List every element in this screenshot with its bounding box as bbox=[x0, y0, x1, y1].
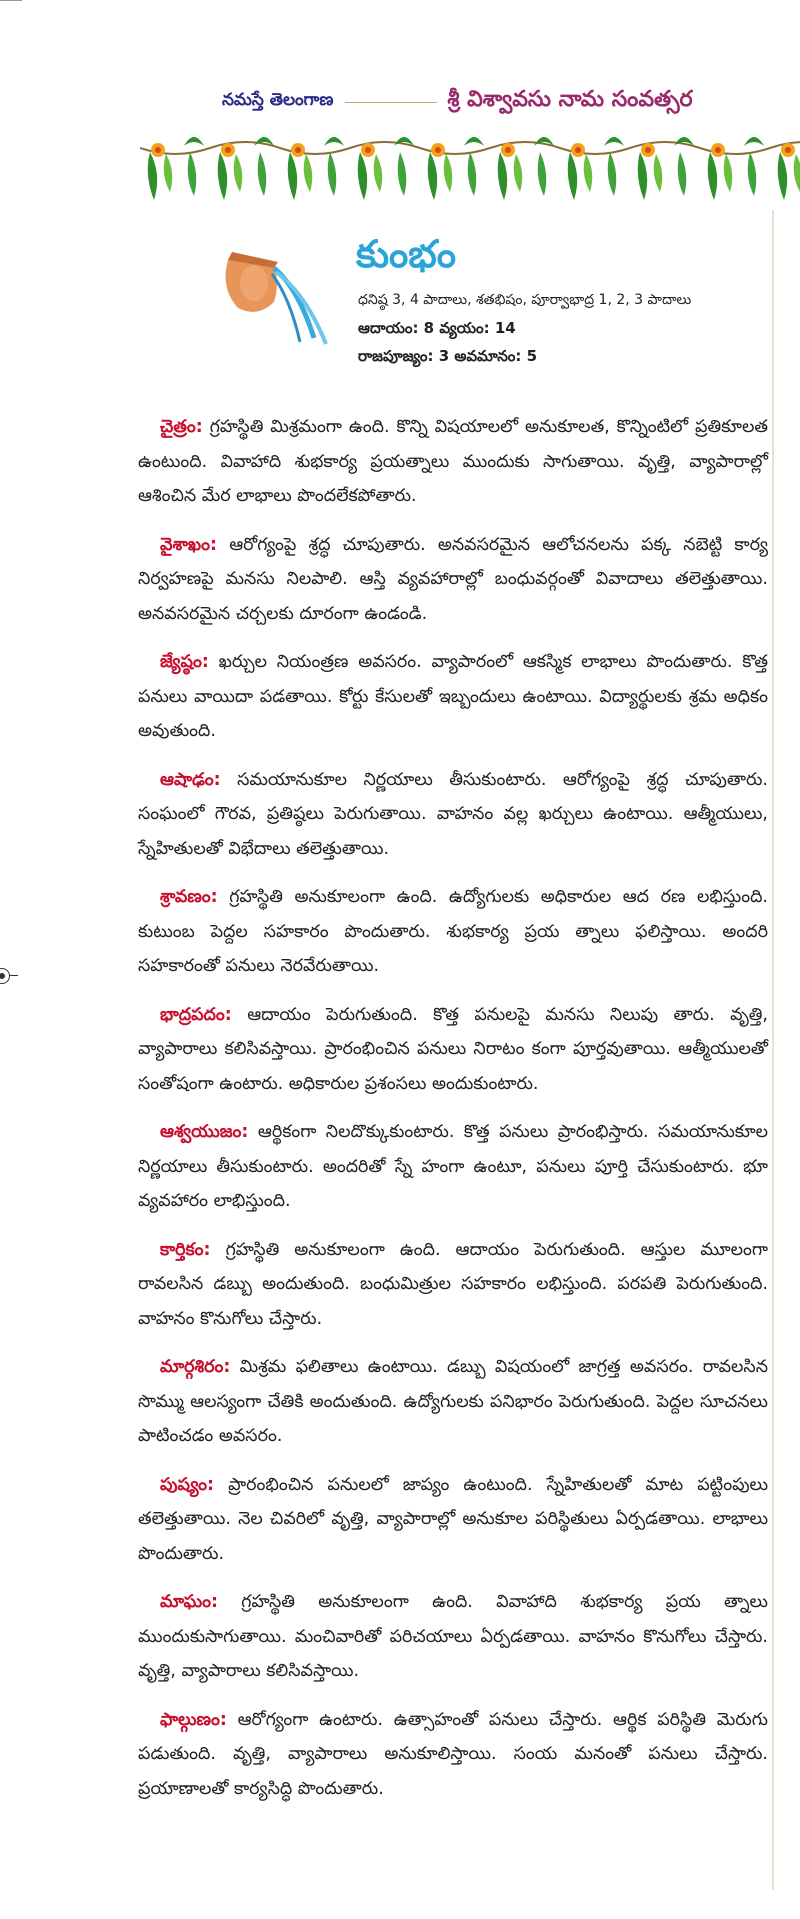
sign-stars: ధనిష్ఠ 3, 4 పాదాలు, శతభిషం, పూర్వాభాద్ర 1, 2, 3 పాదాలు bbox=[358, 292, 692, 308]
page-header bbox=[222, 82, 800, 122]
month-name: భాద్రపదం: bbox=[160, 1004, 232, 1025]
month-text: ఆరోగ్యంపై శ్రద్ధ చూపుతారు. అనవసరమైన ఆలోచనలను పక్క నబెట్టి కార్య నిర్వహణపై మనసు నిలపాలి. ఆస్తి వ్యవహారాల్లో బంధువర్గంతో వివాదాలు తలెత్తుతాయి. అనవసరమైన చర్చలకు దూరంగా ఉండండి. bbox=[138, 534, 768, 624]
month-name: చైత్రం: bbox=[160, 417, 203, 437]
month-paragraph bbox=[138, 645, 768, 749]
month-text: గ్రహస్థితి అనుకూలంగా ఉంది. ఉద్యోగులకు అధికారుల ఆద రణ లభిస్తుంది. కుటుంబ పెద్దల సహకారం పొందుతారు. శుభకార్య ప్రయ త్నాలు ఫలిస్తాయి. అందరి సహకారంతో పనులు నెరవేరుతాయి. bbox=[138, 887, 768, 976]
month-text: గ్రహస్థితి అనుకూలంగా ఉంది. వివాహాది శుభకార్య ప్రయ త్నాలు ముందుకుసాగుతాయి. మంచివారితో పరిచయాలు ఏర్పడతాయి. వాహనం కొనుగోలు చేస్తారు. వృత్తి, వ్యాపారాలు కలిసివస్తాయి. bbox=[138, 1592, 768, 1681]
month-paragraph bbox=[138, 528, 768, 632]
month-text: ఆరోగ్యంగా ఉంటారు. ఉత్సాహంతో పనులు చేస్తారు. ఆర్థిక పరిస్థితి మెరుగు పడుతుంది. వృత్తి, వ్యాపారాలు అనుకూలిస్తాయి. సంయ మనంతో పనులు చేస్తారు. ప్రయాణాలతో కార్యసిద్ధి పొందుతారు. bbox=[138, 1709, 768, 1799]
month-paragraph bbox=[138, 1585, 768, 1689]
month-paragraph bbox=[138, 763, 768, 867]
year-title: శ్రీ విశ్వావసు నామ సంవత్సర bbox=[447, 87, 693, 112]
month-text: ఆర్థికంగా నిలదొక్కుకుంటారు. కొత్త పనులు ప్రారంభిస్తారు. సమయానుకూల నిర్ణయాలు తీసుకుంటారు. అందరితో స్నే హంగా ఉంటూ, పనులు పూర్తి చేసుకుంటారు. భూ వ్యవహారం లాభిస్తుంది. bbox=[138, 1122, 768, 1211]
column-rule bbox=[772, 210, 774, 1890]
month-text: ప్రారంభించిన పనులలో జాప్యం ఉంటుంది. స్నేహితులతో మాట పట్టింపులు తలెత్తుతాయి. నెల చివరిలో వృత్తి, వ్యాపారాల్లో అనుకూల పరిస్థితులు ఏర్పడతాయి. లాభాలు పొందుతారు. bbox=[138, 1474, 768, 1564]
income-expense: ఆదాయం: 8 వ్యయం: 14 bbox=[358, 319, 516, 337]
sign-details bbox=[358, 286, 691, 370]
page-edge-line bbox=[0, 0, 22, 1]
month-paragraph bbox=[138, 998, 768, 1102]
month-paragraph bbox=[138, 410, 768, 514]
month-text: ఖర్చుల నియంత్రణ అవసరం. వ్యాపారంలో ఆకస్మిక లాభాలు పొందుతారు. కొత్త పనులు వాయిదా పడతాయి. కోర్టు కేసులతో ఇబ్బందులు ఉంటాయి. విద్యార్థులకు శ్రమ అధికం అవుతుంది. bbox=[138, 652, 768, 741]
month-text: ఆదాయం పెరుగుతుంది. కొత్త పనులపై మనసు నిలుపు తారు. వృత్తి, వ్యాపారాలు కలిసివస్తాయి. ప్రారంభించిన పనులు నిరాటం కంగా పూర్తవుతాయి. ఆత్మీయులతో సంతోషంగా ఉంటారు. అధికారుల ప్రశంసలు అందుకుంటారు. bbox=[138, 1004, 768, 1094]
month-paragraph bbox=[138, 1115, 768, 1219]
month-text: గ్రహస్థితి అనుకూలంగా ఉంది. ఆదాయం పెరుగుతుంది. ఆస్తుల మూలంగా రావలసిన డబ్బు అందుతుంది. బంధుమిత్రుల సహకారం లభిస్తుంది. పరపతి పెరుగుతుంది. వాహనం కొనుగోలు చేస్తారు. bbox=[138, 1239, 768, 1329]
newspaper-name: నమస్తే తెలంగాణ bbox=[222, 90, 334, 110]
sign-title: కుంభం bbox=[356, 232, 457, 276]
mango-leaf-garland bbox=[140, 130, 800, 205]
month-paragraph bbox=[138, 1703, 768, 1807]
month-text: గ్రహస్థితి మిశ్రమంగా ఉంది. కొన్ని విషయాలలో అనుకూలత, కొన్నింటిలో ప్రతికూలత ఉంటుంది. వివాహాది శుభకార్య ప్రయత్నాలు ముందుకు సాగుతాయి. వృత్తి, వ్యాపారాల్లో ఆశించిన మేర లాభాలు పొందలేకపోతారు. bbox=[138, 417, 768, 506]
month-name: పుష్యం: bbox=[160, 1474, 215, 1495]
month-paragraph bbox=[138, 1233, 768, 1337]
month-name: వైశాఖం: bbox=[160, 534, 217, 555]
month-text: మిశ్రమ ఫలితాలు ఉంటాయి. డబ్బు విషయంలో జాగ్రత్త అవసరం. రావలసిన సొమ్ము ఆలస్యంగా చేతికి అందుతుంది. ఉద్యోగులకు పనిభారం పెరుగుతుంది. పెద్దల సూచనలు పాటించడం అవసరం. bbox=[138, 1357, 768, 1446]
kumbham-pot-icon bbox=[218, 238, 338, 348]
month-name: కార్తికం: bbox=[160, 1239, 211, 1260]
month-paragraph bbox=[138, 880, 768, 984]
header-divider bbox=[345, 102, 437, 103]
registration-mark-icon bbox=[0, 968, 10, 984]
month-name: ఫాల్గుణం: bbox=[160, 1709, 227, 1730]
month-text: సమయానుకూల నిర్ణయాలు తీసుకుంటారు. ఆరోగ్యంపై శ్రద్ధ చూపుతారు. సంఘంలో గౌరవ, ప్రతిష్ఠలు పెరుగుతాయి. వాహనం వల్ల ఖర్చులు ఉంటాయి. ఆత్మీయులు, స్నేహితులతో విభేదాలు తలెత్తుతాయి. bbox=[138, 769, 768, 859]
month-paragraph bbox=[138, 1350, 768, 1454]
month-paragraph bbox=[138, 1468, 768, 1572]
honor-insult: రాజపూజ్యం: 3 అవమానం: 5 bbox=[358, 347, 538, 365]
month-name: ఆషాఢం: bbox=[160, 769, 221, 790]
month-name: శ్రావణం: bbox=[160, 887, 218, 907]
monthly-predictions bbox=[138, 410, 768, 1820]
month-name: జ్యేష్ఠం: bbox=[160, 652, 209, 672]
month-name: మాఘం: bbox=[160, 1592, 218, 1612]
month-name: మార్గశిరం: bbox=[160, 1357, 231, 1377]
month-name: ఆశ్వయుజం: bbox=[160, 1122, 249, 1142]
